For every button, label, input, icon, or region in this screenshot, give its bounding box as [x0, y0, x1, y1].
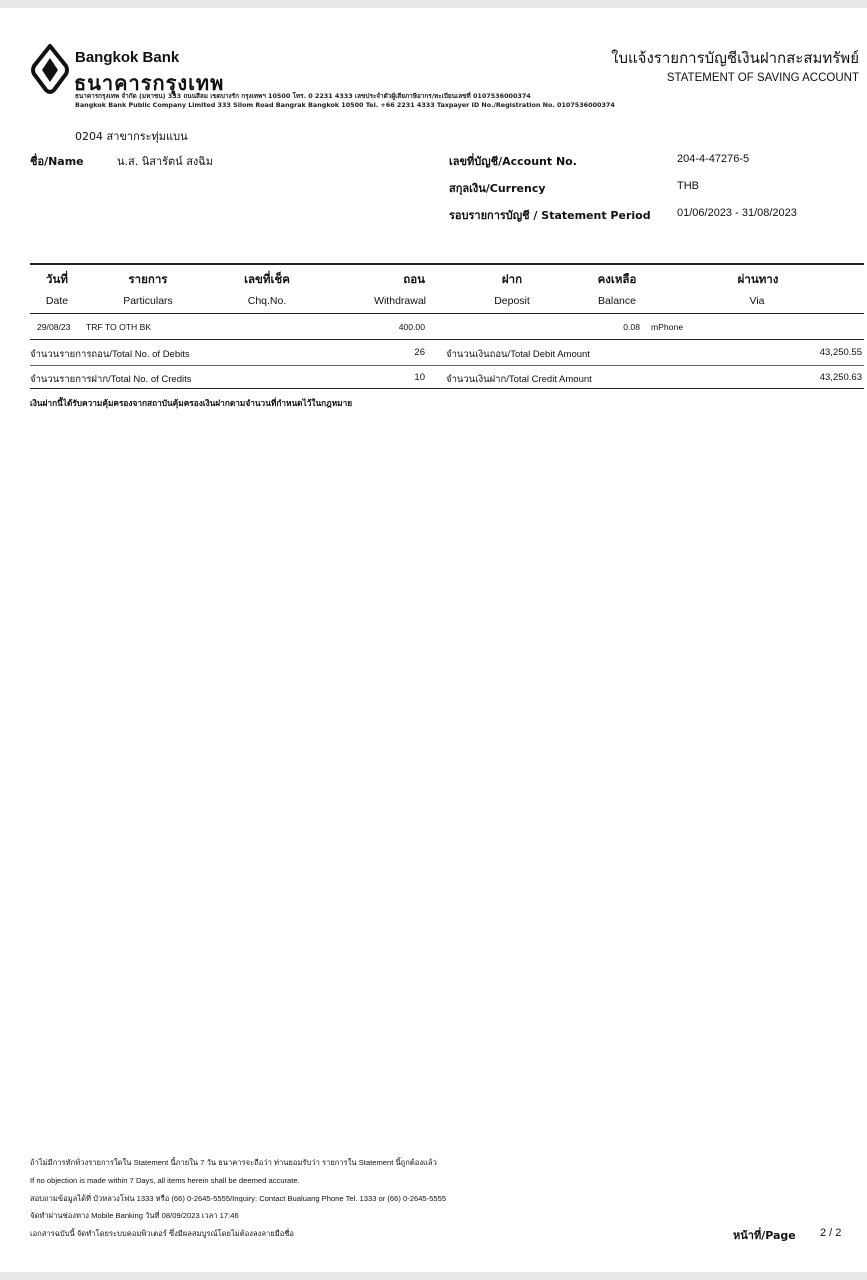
bank-name-th: ธนาคารกรุงเทพ [74, 71, 225, 95]
statement-period-label: รอบรายการบัญชี / Statement Period [449, 209, 651, 222]
col-withdrawal-th: ถอน [403, 272, 425, 286]
total-debits-count: 26 [414, 347, 425, 358]
total-credits-label: จำนวนรายการฝาก/Total No. of Credits [30, 374, 192, 385]
bank-name-en: Bangkok Bank [75, 49, 180, 66]
name-label: ชื่อ/Name [30, 155, 84, 168]
branch-name: 0204 สาขากระทุ่มแบน [75, 130, 188, 143]
statement-period-value: 01/06/2023 - 31/08/2023 [677, 207, 797, 219]
summary-divider [30, 365, 864, 366]
footer-objection-en: If no objection is made within 7 Days, all items herein shall be deemed accurate. [30, 1176, 300, 1185]
total-credit-amount-label: จำนวนเงินฝาก/Total Credit Amount [446, 374, 592, 385]
currency-label: สกุลเงิน/Currency [449, 182, 546, 195]
summary-bottom-rule [30, 388, 864, 389]
total-debit-amount-label: จำนวนเงินถอน/Total Debit Amount [446, 349, 590, 360]
footer-inquiry: สอบถามข้อมูลได้ที่ บัวหลวงโฟน 1333 หรือ (66) 0-2645-5555/Inquiry: Contact Bualuang Phone Tel. 1333 or (66) 0-2645-5555 [30, 1194, 447, 1203]
name-value: น.ส. นิสารัตน์ สงฉิม [117, 155, 214, 168]
bank-address-en: Bangkok Bank Public Company Limited 333 Silom Road Bangrak Bangkok 10500 Tel. +66 2231 4333 Taxpayer ID No./Registration No. 0107536000374 [75, 101, 615, 109]
page-label: หน้าที่/Page [733, 1229, 796, 1242]
account-no-label: เลขที่บัญชี/Account No. [449, 155, 577, 168]
footer-generated: จัดทำผ่านช่องทาง Mobile Banking วันที่ 08/09/2023 เวลา 17:46 [30, 1211, 239, 1220]
col-deposit-en: Deposit [494, 295, 530, 307]
bangkok-bank-lotus-logo-icon [30, 44, 70, 94]
page-number: 2 / 2 [820, 1227, 842, 1239]
currency-value: THB [677, 180, 699, 192]
row-rule [30, 339, 864, 340]
total-debits-label: จำนวนรายการถอน/Total No. of Debits [30, 349, 190, 360]
col-balance-th: คงเหลือ [597, 272, 637, 286]
deposit-protection-note: เงินฝากนี้ได้รับความคุ้มครองจากสถาบันคุ้มครองเงินฝากตามจำนวนที่กำหนดไว้ในกฎหมาย [30, 398, 353, 408]
col-date-en: Date [45, 295, 69, 307]
row-withdrawal: 400.00 [398, 322, 425, 332]
col-date-th: วันที่ [46, 272, 68, 286]
col-via-th: ผ่านทาง [737, 272, 779, 286]
total-credit-amount: 43,250.63 [819, 372, 862, 383]
col-particulars-en: Particulars [123, 295, 173, 307]
col-balance-en: Balance [598, 295, 636, 307]
total-credits-count: 10 [414, 372, 425, 383]
col-chq-en: Chq.No. [247, 295, 287, 307]
col-chq-th: เลขที่เช็ค [244, 272, 290, 286]
col-via-en: Via [749, 295, 765, 307]
row-date: 29/08/23 [37, 322, 71, 332]
bank-address-th: ธนาคารกรุงเทพ จำกัด (มหาชน) 333 ถนนสีลม เขตบางรัก กรุงเทพฯ 10500 โทร. 0 2231 4333 เลขประจำตัวผู้เสียภาษีอากร/ทะเบียนเลขที่ 0107536000374 [75, 92, 531, 100]
col-deposit-th: ฝาก [501, 272, 523, 286]
statement-page [0, 8, 867, 1272]
col-withdrawal-en: Withdrawal [374, 295, 426, 307]
table-top-rule [30, 263, 864, 265]
header-rule [30, 313, 864, 314]
total-debit-amount: 43,250.55 [819, 347, 862, 358]
row-via: mPhone [651, 322, 684, 332]
footer-objection-th: ถ้าไม่มีการทักท้วงรายการใดใน Statement นี้ภายใน 7 วัน ธนาคารจะถือว่า ท่านยอมรับว่า รายการใน Statement นี้ถูกต้องแล้ว [30, 1158, 437, 1167]
row-balance: 0.08 [623, 322, 640, 332]
statement-title-th: ใบแจ้งรายการบัญชีเงินฝากสะสมทรัพย์ [611, 49, 859, 67]
statement-title-en: STATEMENT OF SAVING ACCOUNT [666, 72, 859, 84]
account-no-value: 204-4-47276-5 [677, 153, 750, 165]
col-particulars-th: รายการ [128, 272, 168, 286]
footer-computer-generated: เอกสารฉบับนี้ จัดทำโดยระบบคอมพิวเตอร์ ซึ่งมีผลสมบูรณ์โดยไม่ต้องลงลายมือชื่อ [30, 1229, 294, 1238]
row-particulars: TRF TO OTH BK [86, 322, 152, 332]
